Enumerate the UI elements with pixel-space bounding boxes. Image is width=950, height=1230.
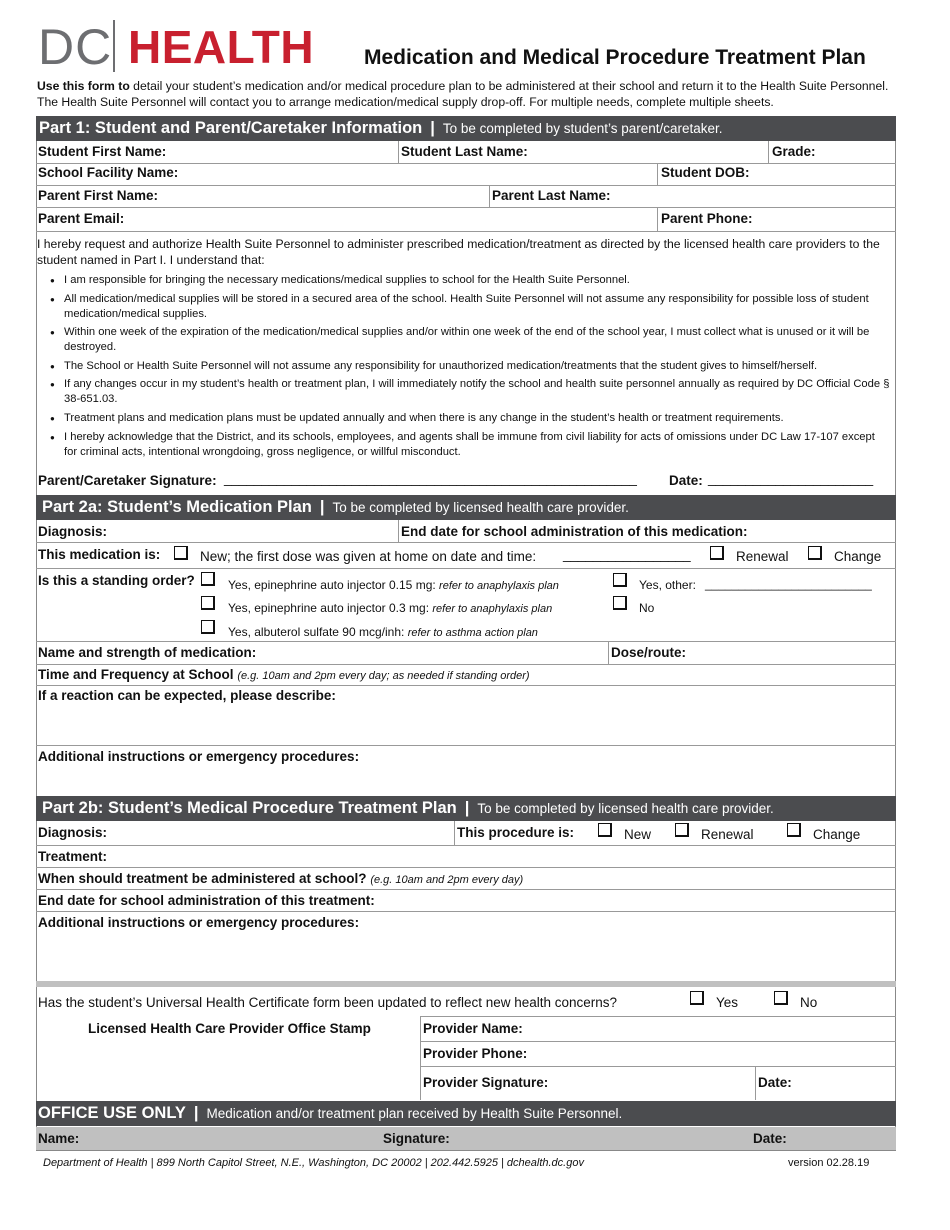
- row-line: [36, 664, 896, 665]
- part2a-heading: Part 2a: Student’s Medication Plan: [42, 498, 312, 516]
- uhc-yes-checkbox[interactable]: [690, 991, 704, 1009]
- part1-subheading: To be completed by student’s parent/caretaker.: [442, 121, 723, 136]
- row-line: [36, 845, 896, 846]
- page-title: Medication and Medical Procedure Treatment Plan: [364, 46, 866, 69]
- checkbox-icon: [613, 596, 627, 610]
- checkbox-icon: [774, 991, 788, 1005]
- authorization-text: I hereby request and authorize Health Suite Personnel to administer prescribed medication/treatment as directed by the licensed health care providers to the student named in Part I. I understand that:: [37, 237, 880, 267]
- provider-signature-field[interactable]: Provider Signature:: [423, 1075, 549, 1090]
- intro-bold: Use this form to: [37, 79, 130, 93]
- logo-divider: [113, 20, 115, 72]
- row-line: [36, 641, 896, 642]
- divider: [420, 1016, 421, 1100]
- checkbox-icon: [201, 572, 215, 586]
- parent-date-field[interactable]: ______________________: [708, 471, 874, 486]
- renewal-label: Renewal: [736, 549, 789, 564]
- checkbox-icon: [675, 823, 689, 837]
- part2b-heading: Part 2b: Student’s Medical Procedure Treatment Plan: [42, 799, 457, 817]
- checkbox-icon: [690, 991, 704, 1005]
- parent-first-name-field[interactable]: Parent First Name:: [38, 188, 159, 203]
- proc-additional-field[interactable]: Additional instructions or emergency procedures:: [38, 915, 360, 930]
- reaction-field[interactable]: If a reaction can be expected, please describe:: [38, 688, 336, 703]
- office-stamp-label: Licensed Health Care Provider Office Stamp: [88, 1021, 371, 1036]
- row-line: [36, 185, 896, 186]
- dose-route-field[interactable]: Dose/route:: [611, 645, 687, 660]
- checkbox-icon: [710, 546, 724, 560]
- part2b-sep: |: [464, 799, 470, 817]
- when-treatment-field[interactable]: When should treatment be administered at school? (e.g. 10am and 2pm every day): [38, 871, 524, 886]
- checkbox-icon: [808, 546, 822, 560]
- office-signature-field[interactable]: Signature:: [383, 1131, 450, 1146]
- part2b-subheading: To be completed by licensed health care provider.: [477, 801, 774, 816]
- footer-version: version 02.28.19: [788, 1157, 870, 1169]
- part2a-header: [36, 495, 896, 520]
- proc-new-label: New: [624, 827, 652, 842]
- row-line: [36, 889, 896, 890]
- epi03-label: Yes, epinephrine auto injector 0.3 mg: refer to anaphylaxis plan: [228, 601, 553, 615]
- new-checkbox[interactable]: [174, 546, 188, 564]
- row-line: [420, 1041, 896, 1042]
- yes-other-label: Yes, other:: [639, 578, 696, 592]
- list-item: ● The School or Health Suite Personnel will not assume any responsibility for unauthorized medication/treatments that the student gives to himself/herself.: [48, 359, 891, 374]
- proc-renewal-label: Renewal: [701, 827, 754, 842]
- part2a-sep: |: [319, 498, 325, 516]
- intro-body: detail your student’s medication and/or medical procedure plan to be administered at their school and return it to the Health Suite Personnel. The Health Suite Personnel will contact you to arrange medication/medical supply drop-off. For multiple needs, complete multiple sheets.: [37, 79, 889, 109]
- row-line: [36, 911, 896, 912]
- name-strength-field[interactable]: Name and strength of medication:: [38, 645, 257, 660]
- epi015-checkbox[interactable]: [201, 572, 215, 590]
- provider-name-field[interactable]: Provider Name:: [423, 1021, 523, 1036]
- proc-renewal-checkbox[interactable]: [675, 823, 689, 841]
- row-line: [36, 207, 896, 208]
- office-sep: |: [193, 1104, 199, 1122]
- part2a-subheading: To be completed by licensed health care provider.: [332, 500, 629, 515]
- no-checkbox[interactable]: [613, 596, 627, 614]
- checkbox-icon: [613, 573, 627, 587]
- proc-diagnosis-field[interactable]: Diagnosis:: [38, 825, 108, 840]
- divider: [398, 520, 399, 542]
- uhc-no-checkbox[interactable]: [774, 991, 788, 1009]
- treatment-field[interactable]: Treatment:: [38, 849, 108, 864]
- med-additional-field[interactable]: Additional instructions or emergency procedures:: [38, 749, 360, 764]
- provider-date-field[interactable]: Date:: [758, 1075, 792, 1090]
- first-dose-field[interactable]: _________________: [563, 547, 691, 562]
- procedure-is-label: This procedure is:: [457, 825, 575, 840]
- new-label: New; the first dose was given at home on date and time:: [200, 549, 537, 564]
- logo-health: HEALTH: [128, 21, 315, 73]
- parent-email-field[interactable]: Parent Email:: [38, 211, 125, 226]
- change-label: Change: [834, 549, 882, 564]
- footer-address: Department of Health | 899 North Capitol Street, N.E., Washington, DC 20002 | 202.442.5925 | dchealth.dc.gov: [43, 1157, 584, 1169]
- med-end-date-field[interactable]: End date for school administration of this medication:: [401, 524, 748, 539]
- list-item: ● Treatment plans and medication plans must be updated annually and when there is any change in the student’s health or treatment requirements.: [48, 411, 891, 426]
- row-line: [36, 685, 896, 686]
- office-date-field[interactable]: Date:: [753, 1131, 787, 1146]
- treatment-end-date-field[interactable]: End date for school administration of this treatment:: [38, 893, 375, 908]
- part1-heading: Part 1: Student and Parent/Caretaker Information: [39, 119, 423, 137]
- checkbox-icon: [201, 620, 215, 634]
- checkbox-icon: [201, 596, 215, 610]
- parent-phone-field[interactable]: Parent Phone:: [661, 211, 753, 226]
- list-item: ● All medication/medical supplies will be stored in a secured area of the school. Health Suite Personnel will not assume any responsibility for possible loss of student medication/medical supplies.: [48, 292, 891, 322]
- terms-list: [48, 273, 891, 463]
- row-line: [36, 745, 896, 746]
- row-line: [36, 568, 896, 569]
- parent-signature-label: Parent/Caretaker Signature:: [38, 473, 217, 488]
- provider-phone-field[interactable]: Provider Phone:: [423, 1046, 528, 1061]
- list-item: ● I am responsible for bringing the necessary medications/medical supplies to school for the Health Suite Personnel.: [48, 273, 891, 288]
- uhc-question: Has the student’s Universal Health Certificate form been updated to reflect new health concerns?: [38, 995, 618, 1010]
- this-medication-label: This medication is:: [38, 547, 161, 562]
- divider: [657, 163, 658, 185]
- student-last-name-field[interactable]: Student Last Name:: [401, 144, 528, 159]
- school-facility-field[interactable]: School Facility Name:: [38, 165, 179, 180]
- no-label: No: [639, 601, 655, 615]
- renewal-checkbox[interactable]: [710, 546, 724, 564]
- intro-text: [37, 78, 897, 110]
- row-line: [36, 163, 896, 164]
- proc-change-label: Change: [813, 827, 861, 842]
- grade-field[interactable]: Grade:: [772, 144, 816, 159]
- divider: [755, 1066, 756, 1100]
- row-line: [36, 231, 896, 232]
- office-heading: OFFICE USE ONLY: [38, 1104, 186, 1122]
- office-subheading: Medication and/or treatment plan received by Health Suite Personnel.: [206, 1106, 623, 1121]
- divider: [608, 641, 609, 664]
- divider: [398, 141, 399, 163]
- divider: [768, 141, 769, 163]
- yes-other-checkbox[interactable]: [613, 573, 627, 591]
- epi015-label: Yes, epinephrine auto injector 0.15 mg: refer to anaphylaxis plan: [228, 578, 559, 592]
- student-first-name-field[interactable]: Student First Name:: [38, 144, 167, 159]
- med-diagnosis-field[interactable]: Diagnosis:: [38, 524, 108, 539]
- divider: [657, 207, 658, 231]
- divider: [489, 185, 490, 207]
- part1-header: [36, 116, 896, 141]
- row-line: [36, 542, 896, 543]
- parent-signature-field[interactable]: _______________________________________________________: [224, 471, 637, 486]
- time-frequency-field[interactable]: Time and Frequency at School (e.g. 10am and 2pm every day; as needed if standing order): [38, 667, 530, 682]
- epi03-checkbox[interactable]: [201, 596, 215, 614]
- section-divider: [36, 981, 896, 987]
- student-dob-field[interactable]: Student DOB:: [661, 165, 750, 180]
- row-line: [420, 1066, 896, 1067]
- list-item: ● If any changes occur in my student’s health or treatment plan, I will immediately notify the school and health suite personnel annually as required by DC Official Code § 38-651.03.: [48, 377, 891, 407]
- list-item: ● I hereby acknowledge that the District, and its schools, employees, and agents shall be immune from civil liability for acts of omissions under DC Law 17-107 except for criminal acts, intentional wrongdoing, gross negligence, or willful misconduct.: [48, 430, 891, 460]
- list-item: ● Within one week of the expiration of the medication/medical supplies and/or within one week of the end of the school year, I must collect what is unused or it will be destroyed.: [48, 325, 891, 355]
- office-use-header: [36, 1101, 896, 1126]
- albuterol-checkbox[interactable]: [201, 620, 215, 638]
- proc-change-checkbox[interactable]: [787, 823, 801, 841]
- row-line: [36, 867, 896, 868]
- proc-new-checkbox[interactable]: [598, 823, 612, 841]
- parent-date-label: Date:: [669, 473, 703, 488]
- divider: [454, 821, 455, 845]
- checkbox-icon: [174, 546, 188, 560]
- checkbox-icon: [787, 823, 801, 837]
- checkbox-icon: [598, 823, 612, 837]
- change-checkbox[interactable]: [808, 546, 822, 564]
- part1-sep: |: [430, 119, 435, 137]
- part2b-header: [36, 796, 896, 821]
- yes-other-field[interactable]: _________________________: [705, 577, 872, 591]
- office-name-field[interactable]: Name:: [38, 1131, 80, 1146]
- row-line: [420, 1016, 896, 1017]
- parent-last-name-field[interactable]: Parent Last Name:: [492, 188, 611, 203]
- uhc-yes-label: Yes: [716, 995, 739, 1010]
- standing-order-label: Is this a standing order?: [38, 573, 195, 588]
- albuterol-label: Yes, albuterol sulfate 90 mcg/inh: refer to asthma action plan: [228, 625, 538, 639]
- uhc-no-label: No: [800, 995, 818, 1010]
- logo-dc: DC: [38, 19, 113, 75]
